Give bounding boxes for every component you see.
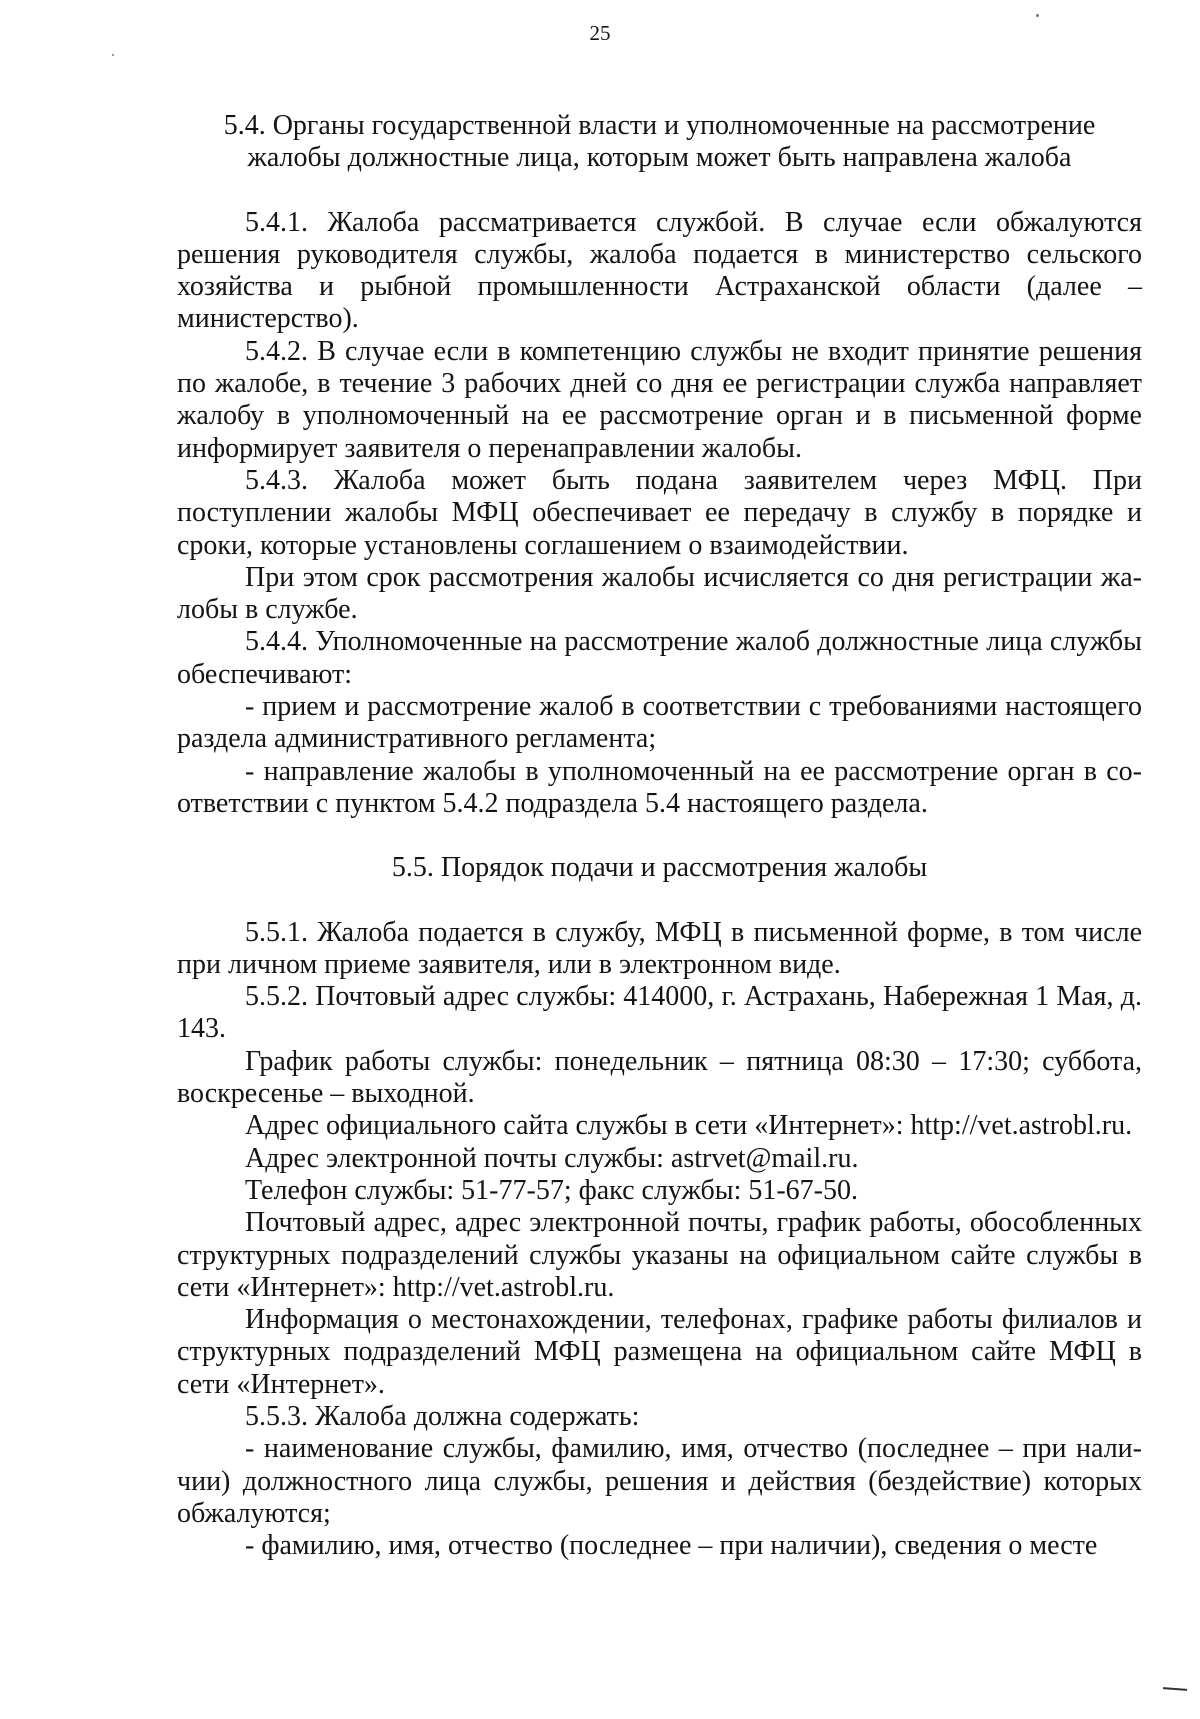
paragraph: 5.5.2. Почтовый адрес службы: 414000, г. Астрахань, Набережная 1 Мая, д. 143.: [177, 981, 1142, 1045]
paragraph: 5.5.1. Жалоба подается в службу, МФЦ в письменной форме, в том числе при личном приеме заявителя, или в электронном виде.: [177, 916, 1142, 980]
paragraph: Телефон службы: 51-77-57; факс службы: 51-67-50.: [245, 1174, 859, 1206]
section-heading-5-5: 5.5. Порядок подачи и рассмотрения жалобы: [391, 852, 928, 884]
paragraph: 5.4.4. Уполномоченные на рассмотрение жалоб должностные лица службы обеспечивают:: [177, 626, 1142, 690]
paragraph: Почтовый адрес, адрес электронной почты, график работы, обособленных структурных подразделений службы указаны на официальном сайте службы в сети «Интернет»: http://vet.astrobl.ru.: [177, 1207, 1142, 1303]
scan-mark: [1163, 1687, 1187, 1691]
document-body: [177, 110, 1142, 1562]
list-item: - направление жалобы в уполномоченный на ее рассмотрение орган в соответствии с пунктом 5.4.2 подраздела 5.4 настоящего раздела.: [177, 755, 1142, 819]
paragraph: График работы службы: понедельник – пятница 08:30 – 17:30; суббота, воскресенье – выходной.: [177, 1045, 1142, 1110]
scan-speck: [1036, 14, 1039, 17]
paragraph: 5.4.2. В случае если в компетенцию службы не входит принятие решения по жалобе, в течение 3 рабочих дней со дня ее регистрации служба направляет жалобу в уполномоченный на ее рассмотрение орган и в письменной форме информирует заявителя о перенаправлении жалобы.: [177, 335, 1142, 464]
paragraph: 5.4.3. Жалоба может быть подана заявителем через МФЦ. При поступлении жалобы МФЦ обеспечивает ее передачу в службу в порядке и сроки, которые установлены соглашением о взаимодействии.: [177, 464, 1142, 561]
scan-speck: [112, 54, 114, 56]
paragraph: Адрес электронной почты службы: astrvet@mail.ru.: [245, 1142, 859, 1174]
paragraph: 5.5.3. Жалоба должна содержать:: [245, 1400, 640, 1432]
paragraph: 5.4.1. Жалоба рассматривается службой. В случае если обжалуются решения руководителя службы, жалоба подается в министерство сельского хозяйства и рыбной промышленности Астраханской области (далее – министерство).: [177, 206, 1142, 335]
paragraph: При этом срок рассмотрения жалобы исчисляется со дня регистрации жалобы в службе.: [177, 561, 1142, 626]
list-item: - фамилию, имя, отчество (последнее – при наличии), сведения о месте: [245, 1530, 1098, 1562]
page-number: 25: [589, 21, 611, 45]
section-heading-5-4: 5.4. Органы государственной власти и уполномоченные на рассмотрение жалобы должностные лица, которым может быть направлена жалоба: [223, 110, 1096, 174]
list-item: - наименование службы, фамилию, имя, отчество (последнее – при наличии) должностного лица службы, решения и действия (бездействие) которых обжалуются;: [177, 1433, 1142, 1529]
paragraph: Адрес официального сайта службы в сети «Интернет»: http://vet.astrobl.ru.: [245, 1110, 1133, 1142]
list-item: - прием и рассмотрение жалоб в соответствии с требованиями настоящего раздела административного регламента;: [177, 691, 1142, 755]
paragraph: Информация о местонахождении, телефонах, графике работы филиалов и структурных подразделений МФЦ размещена на официальном сайте МФЦ в сети «Интернет».: [177, 1304, 1142, 1400]
